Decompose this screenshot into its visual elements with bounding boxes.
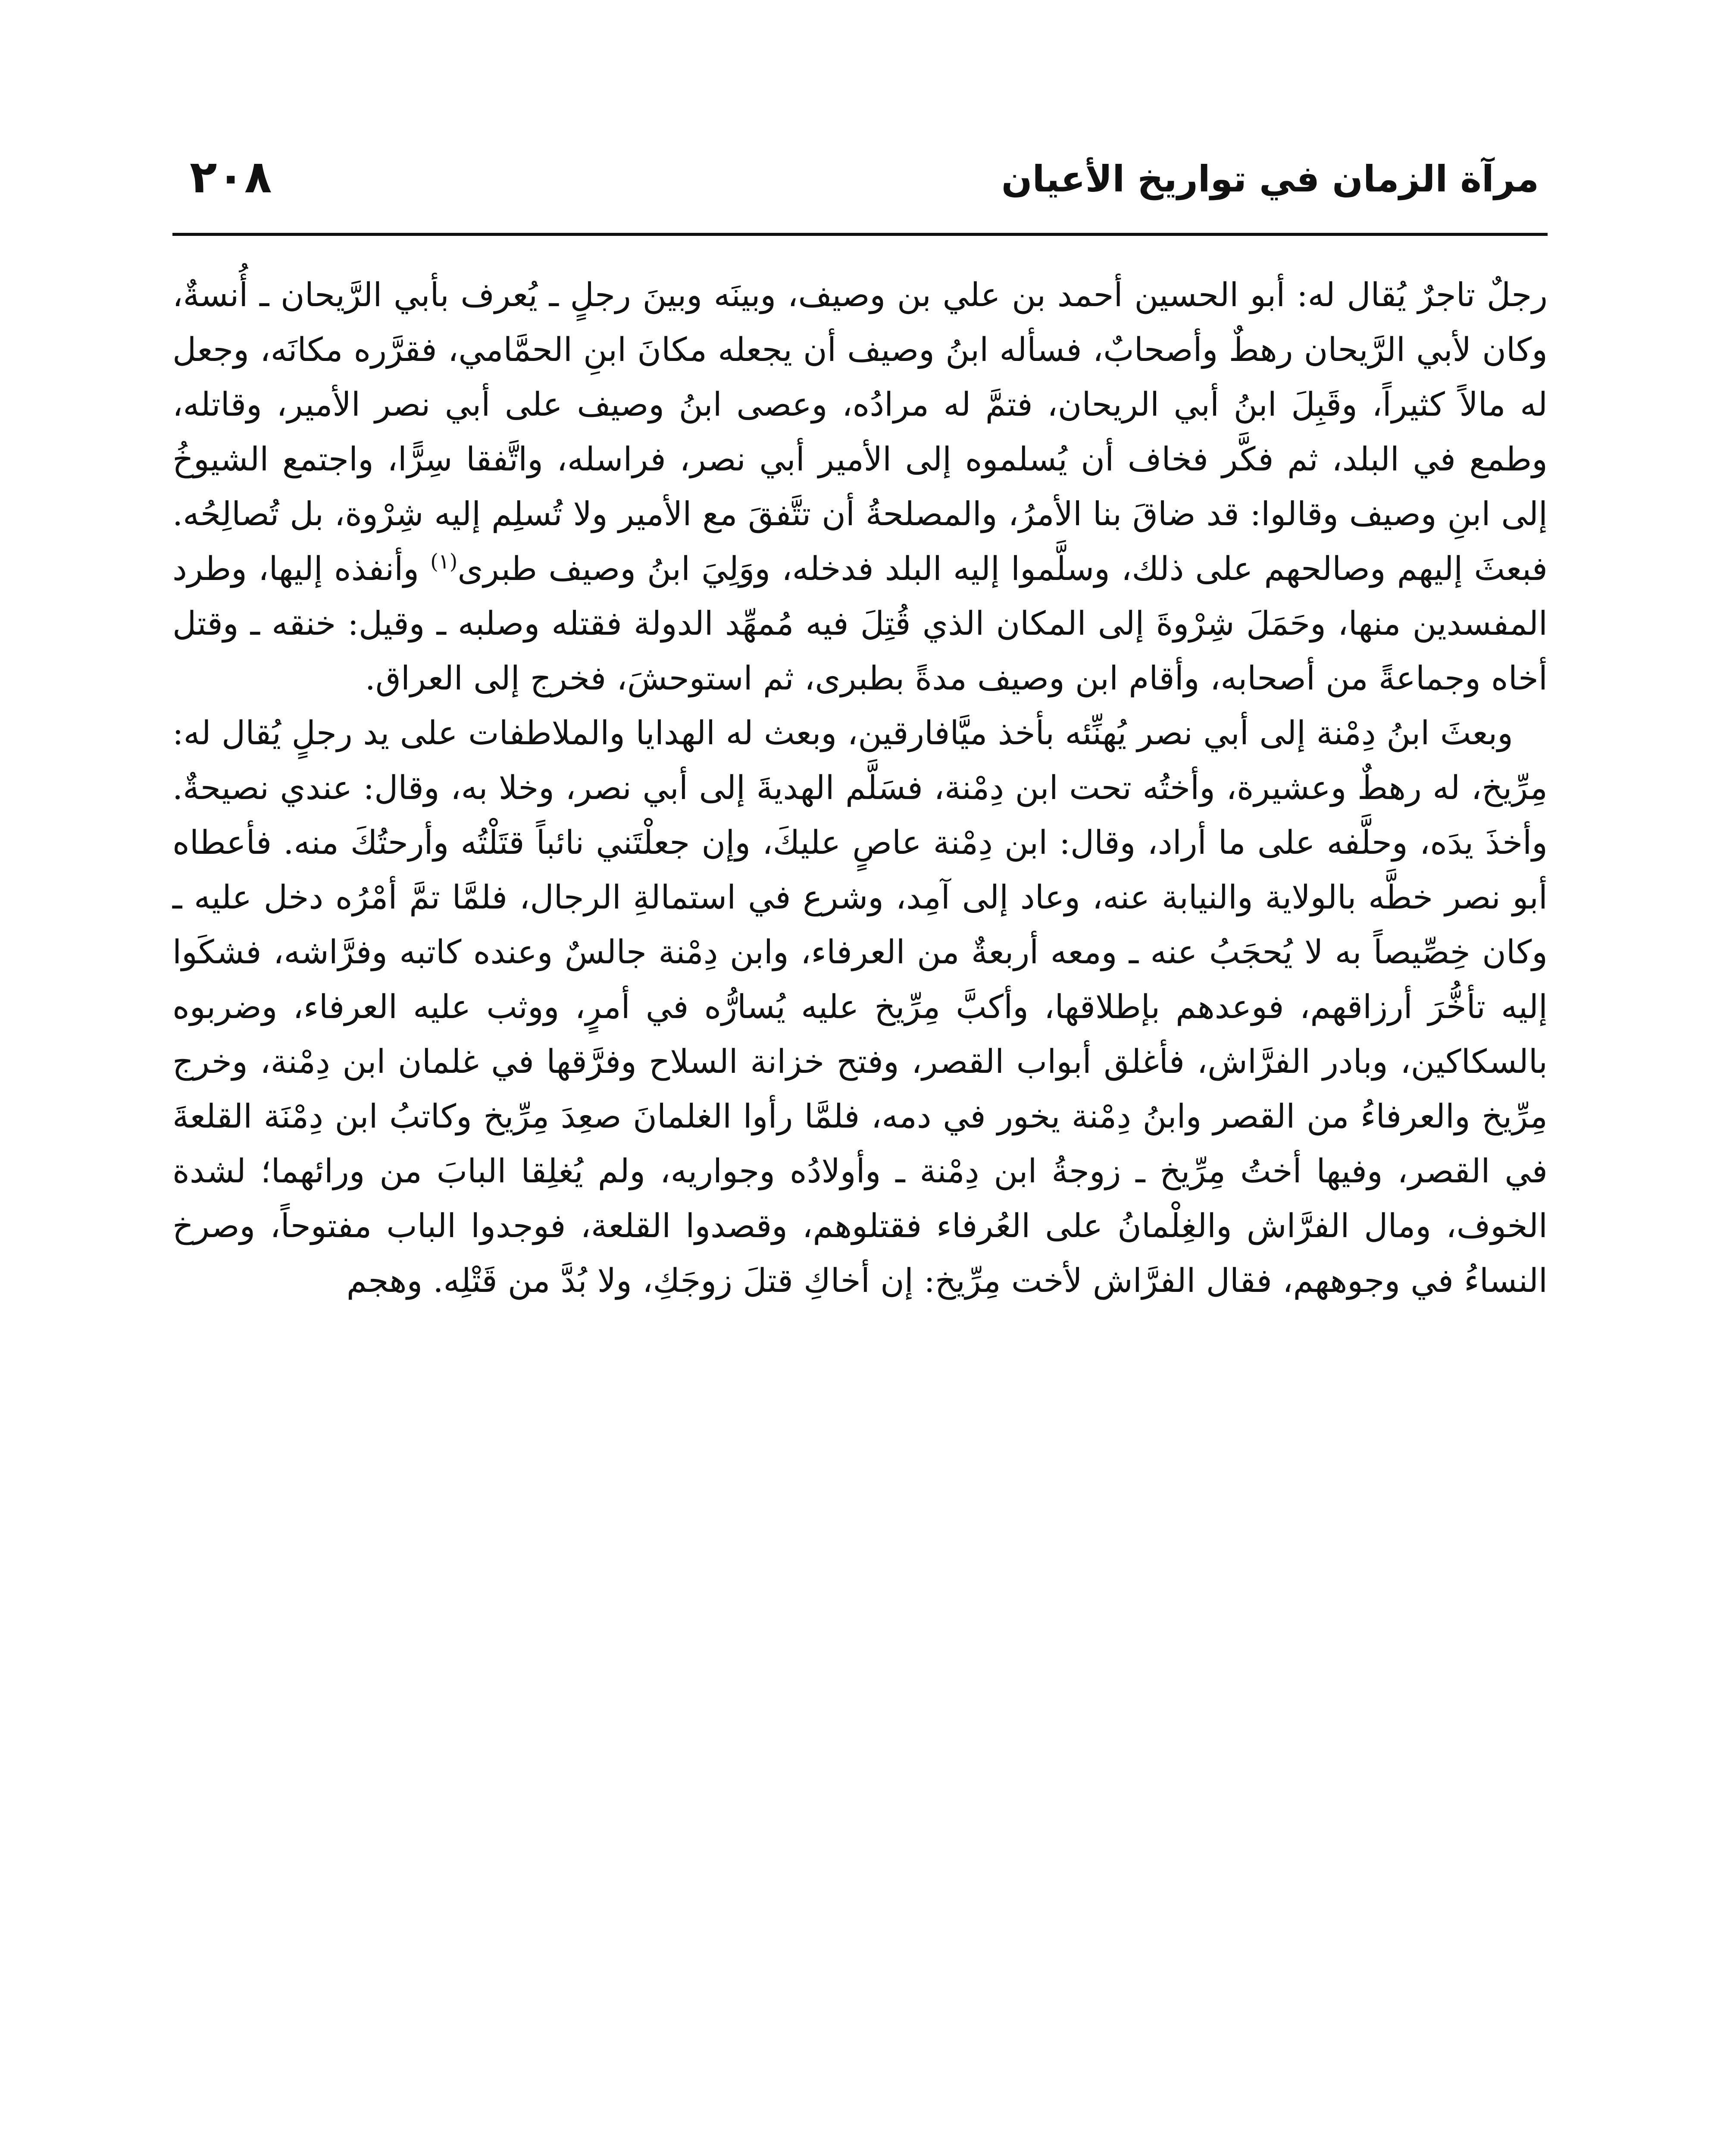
paragraph: وبعثَ ابنُ دِمْنة إلى أبي نصر يُهنِّئه بأخذ ميَّافارقين، وبعث له الهدايا والملاطفات على يد رجلٍ يُقال له: مِرِّيخ، له رهطٌ وعشيرة، وأختُه تحت ابن دِمْنة، فسَلَّم الهديةَ إلى أبي نصر، وخلا به، وقال: عندي نصيحةٌ. وأخذَ يدَه، وحلَّفه على ما أراد، وقال: ابن دِمْنة عاصٍ عليكَ، وإن جعلْتَني نائباً قتَلْتُه وأرحتُكَ منه. فأعطاه أبو نصر خطَّه بالولاية والنيابة عنه، وعاد إلى آمِد، وشرع في استمالةِ الرجال، فلمَّا تمَّ أمْرُه دخل عليه ـ وكان خِصِّيصاً به لا يُحجَبُ عنه ـ ومعه أربعةٌ من العرفاء، وابن دِمْنة جالسٌ وعنده كاتبه وفرَّاشه، فشكَوا إليه تأخُّرَ أرزاقهم، فوعدهم بإطلاقها، وأكبَّ مِرِّيخ عليه يُسارُّه في أمرٍ، ووثب عليه العرفاء، وضربوه بالسكاكين، وبادر الفرَّاش، فأغلق أبواب القصر، وفتح خزانة السلاح وفرَّقها في غلمان ابن دِمْنة، وخرج مِرِّيخ والعرفاءُ من القصر وابنُ دِمْنة يخور في دمه، فلمَّا رأوا الغلمانَ صعِدَ مِرِّيخ وكاتبُ ابن دِمْنَة القلعةَ في القصر، وفيها أختُ مِرِّيخ ـ زوجةُ ابن دِمْنة ـ وأولادُه وجواريه، ولم يُغلِقا البابَ من ورائهما؛ لشدة الخوف، ومال الفرَّاش والغِلْمانُ على العُرفاء فقتلوهم، وقصدوا القلعة، فوجدوا الباب مفتوحاً، وصرخ النساءُ في وجوههم، فقال الفرَّاش لأخت مِرِّيخ: إن أخاكِ قتلَ زوجَكِ، ولا بُدَّ من قَتْلِه. وهجم — [172, 714, 1548, 1300]
paragraph — [172, 267, 1548, 705]
book-title: مرآة الزمان في تواريخ الأعيان — [1001, 158, 1539, 200]
page-number: ٢٠٨ — [190, 150, 272, 203]
main-text — [172, 267, 1548, 1308]
header-divider — [172, 233, 1548, 236]
running-header — [172, 142, 1548, 224]
paragraph-text: رجلٌ تاجرٌ يُقال له: أبو الحسين أحمد بن علي بن وصيف، وبينَه وبينَ رجلٍ ـ يُعرف بأبي الرَّيحان ـ أُنسةٌ، وكان لأبي الرَّيحان رهطٌ وأصحابٌ، فسأله ابنُ وصيف أن يجعله مكانَ ابنِ الحمَّامي، فقرَّره مكانَه، وجعل له مالاً كثيراً، وقَبِلَ ابنُ أبي الريحان، فتمَّ له مرادُه، وعصى ابنُ وصيف على أبي نصر الأمير، وقاتله، وطمع في البلد، ثم فكَّر فخاف أن يُسلموه إلى الأمير أبي نصر، فراسله، واتَّفقا سِرًّا، واجتمع الشيوخُ إلى ابنِ وصيف وقالوا: قد ضاقَ بنا الأمرُ، والمصلحةُ أن تتَّفقَ مع الأمير ولا تُسلِم إليه شِرْوة، بل تُصالِحُه. فبعثَ إليهم وصالحهم على ذلك، وسلَّموا إليه البلد فدخله، ووَلِيَ ابنُ وصيف طبرى — [172, 276, 1548, 588]
footnote-reference: (١) — [430, 549, 458, 574]
paragraph-text: وأنفذه إليها، وطرد المفسدين منها، وحَمَلَ شِرْوةَ إلى المكان الذي قُتِلَ فيه مُمهِّد الدولة فقتله وصلبه ـ وقيل: خنقه ـ وقتل أخاه وجماعةً من أصحابه، وأقام ابن وصيف مدةً بطبرى، ثم استوحشَ، فخرج إلى العراق. — [172, 549, 1548, 697]
